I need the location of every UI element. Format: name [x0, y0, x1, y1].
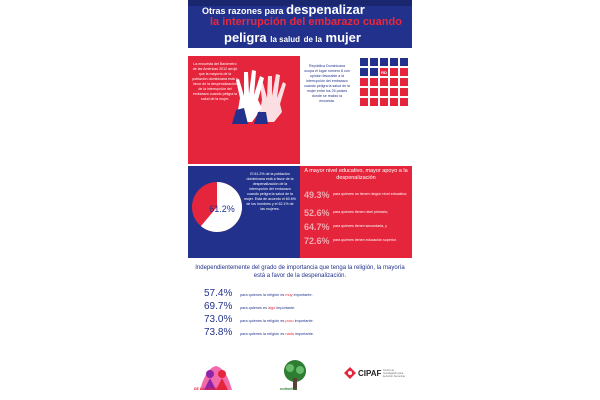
infographic: [188, 0, 412, 400]
rd-label: RD: [381, 70, 387, 75]
header-banner: [188, 0, 412, 48]
country-ranking-grid: [360, 58, 408, 158]
country-square: [390, 88, 398, 96]
country-square: [390, 58, 398, 66]
country-square: [360, 88, 368, 96]
barometro-text: La encuesta del Barómetro de las Américas 2012 arrojó que la mayoría de la población dominicana está a favor de la despenalización de la interrupción del embarazo cuando peligra la salud de la mujer.: [192, 62, 238, 101]
poblacion-text: El 61.2% de la población dominicana está a favor de la despenalización de la interrupción del embarazo cuando peligra la salud de la mujer. Está de acuerdo el 60.6% de los hombres y el 62.1% de las mujeres.: [244, 172, 296, 211]
country-square: [370, 68, 378, 76]
country-square: [370, 98, 378, 106]
country-square: [380, 98, 388, 106]
raised-hands-icon: [230, 62, 292, 126]
country-square: [380, 58, 388, 66]
educacion-row: 72.6% para quienes tienen educación superior.: [304, 236, 397, 246]
country-square: [360, 68, 368, 76]
religion-row: 73.0% para quienes la religión es poco importante.: [204, 314, 314, 325]
country-square: [360, 58, 368, 66]
educacion-row: 64.7% para quienes tienen secundaria, y: [304, 222, 387, 232]
religion-row: 57.4% para quienes la religión es muy importante.: [204, 288, 313, 299]
logo1-text: DE LAS MUJERES: [194, 387, 225, 391]
logo3-subtext: Centro de Investigación para la Acción Femenina: [383, 369, 405, 378]
educacion-heading: A mayor nivel educativo, mayor apoyo a la despenalización: [304, 168, 408, 181]
logo3-text: CIPAF: [358, 369, 382, 378]
country-square: [380, 88, 388, 96]
logo2-text: colectiva: [280, 386, 298, 391]
country-square: [390, 78, 398, 86]
country-square: [370, 58, 378, 66]
support-pie-chart: [190, 180, 244, 234]
country-square: [360, 78, 368, 86]
cipaf-emblem-icon: [343, 366, 357, 380]
country-square: [400, 88, 408, 96]
religion-row: 73.8% para quienes la religión es nada importante.: [204, 327, 314, 338]
pie-label: 61.2%: [209, 204, 235, 214]
country-square: [370, 88, 378, 96]
title-line-1: Otras razones para despenalizar: [202, 2, 365, 17]
colectiva-logo: [278, 358, 312, 398]
country-square: [390, 98, 398, 106]
title-line-3: peligra la salud de la mujer: [224, 30, 361, 45]
country-square: [400, 98, 408, 106]
country-square: [400, 58, 408, 66]
country-square: [400, 68, 408, 76]
country-square: [400, 78, 408, 86]
country-square: [390, 68, 398, 76]
logos-footer: [188, 356, 412, 400]
educacion-row: 49.3% para quienes no tienen ningún nivel educativo;: [304, 190, 408, 200]
educacion-row: 52.6% para quienes tienen nivel primario;: [304, 208, 388, 218]
country-square: [380, 78, 388, 86]
country-square: [370, 78, 378, 86]
country-square: [360, 98, 368, 106]
religion-row: 69.7% para quienes es algo importante.: [204, 301, 296, 312]
ranking-text: República Dominicana ocupa el lugar número 8 con opinión favorable a la interrupción del embarazo cuando peligra la salud de la mujer entre los 25 países donde se realizó la encuesta.: [304, 64, 350, 103]
title-line-2: la interrupción del embarazo cuando: [210, 16, 402, 28]
religion-heading: Independientemente del grado de importancia que tenga la religión, la mayoría está a favor de la despenalización.: [195, 265, 405, 279]
